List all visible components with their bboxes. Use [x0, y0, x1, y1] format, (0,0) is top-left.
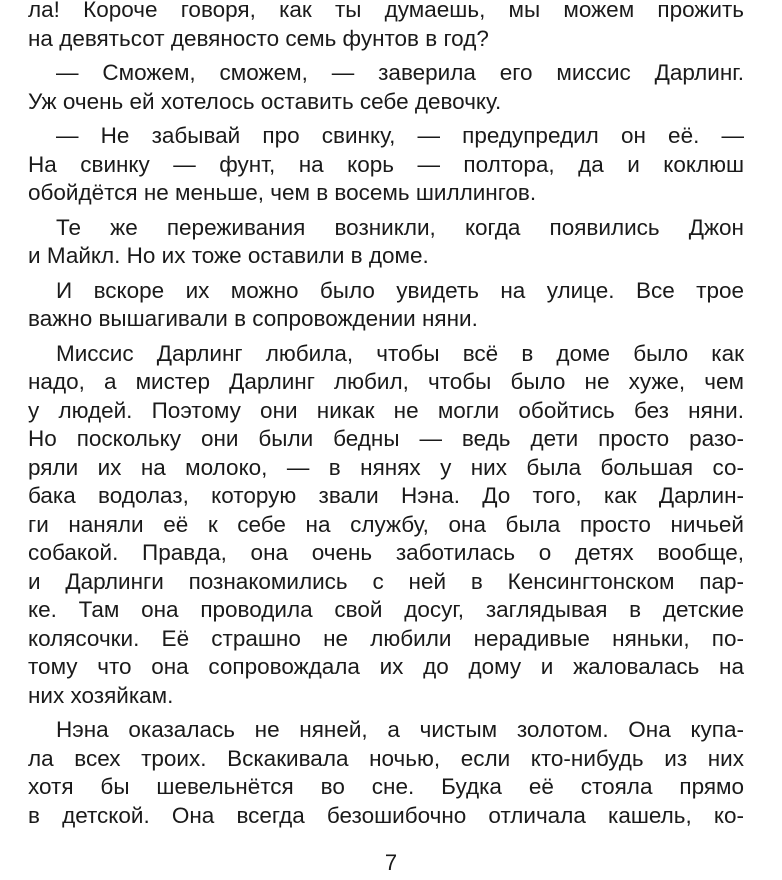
text-line: тому что она сопровождала их до дому и жаловалась на: [28, 654, 744, 679]
text-line: И вскоре их можно было увидеть на улице. Все трое: [56, 277, 744, 303]
text-line: собакой. Правда, она очень заботилась о детях вообще,: [28, 540, 744, 565]
paragraph-4: [28, 214, 744, 271]
text-line: и Дарлинги познакомились с ней в Кенсингтонском пар-: [28, 568, 744, 594]
text-line: — Не забывай про свинку, — предупредил он её. —: [56, 123, 744, 148]
text-line: в детской. Она всегда безошибочно отличала кашель, ко-: [28, 802, 744, 828]
text-line: Нэна оказалась не няней, а чистым золотом. Она купа-: [56, 717, 744, 742]
text-line: ла всех троих. Вскакивала ночью, если кто-нибудь из них: [28, 745, 744, 771]
text-line: надо, а мистер Дарлинг любил, чтобы было не хуже, чем: [28, 369, 744, 394]
paragraph-2: [28, 59, 744, 116]
text-line: колясочки. Её страшно не любили нерадивые няньки, по-: [28, 625, 744, 651]
text-line: бака водолаз, которую звали Нэна. До того, как Дарлин-: [28, 483, 744, 508]
text-line: ла! Короче говоря, как ты думаешь, мы можем прожить: [28, 0, 744, 22]
text-line: и Майкл. Но их тоже оставили в доме.: [28, 243, 429, 268]
paragraph-5: [28, 277, 744, 334]
text-line: Уж очень ей хотелось оставить себе девочку.: [28, 88, 502, 114]
page-text: [28, 0, 744, 836]
paragraph-6: [28, 340, 744, 711]
text-line: важно вышагивали в сопровождении няни.: [28, 306, 478, 331]
text-line: На свинку — фунт, на корь — полтора, да и коклюш: [28, 151, 744, 177]
paragraph-3: [28, 122, 744, 208]
text-line: ке. Там она проводила свой досуг, заглядывая в детские: [28, 597, 744, 622]
text-line: на девятьсот девяносто семь фунтов в год?: [28, 25, 489, 51]
text-line: хотя бы шевельнётся во сне. Будка её стояла прямо: [28, 774, 744, 799]
text-line: Но поскольку они были бедны — ведь дети просто разо-: [28, 426, 744, 451]
text-line: обойдётся не меньше, чем в восемь шиллингов.: [28, 180, 537, 205]
text-line: у людей. Поэтому они никак не могли обойтись без няни.: [28, 397, 744, 423]
text-line: Миссис Дарлинг любила, чтобы всё в доме было как: [56, 340, 744, 366]
paragraph-1: [28, 0, 744, 53]
text-line: Те же переживания возникли, когда появились Джон: [56, 214, 744, 240]
text-line: — Сможем, сможем, — заверила его миссис Дарлинг.: [56, 60, 744, 85]
paragraph-7: [28, 716, 744, 830]
text-line: ги наняли её к себе на службу, она была просто ничьей: [28, 511, 744, 537]
page-number: 7: [384, 850, 398, 875]
text-line: них хозяйкам.: [28, 682, 174, 708]
text-line: ряли их на молоко, — в нянях у них была большая со-: [28, 454, 744, 480]
